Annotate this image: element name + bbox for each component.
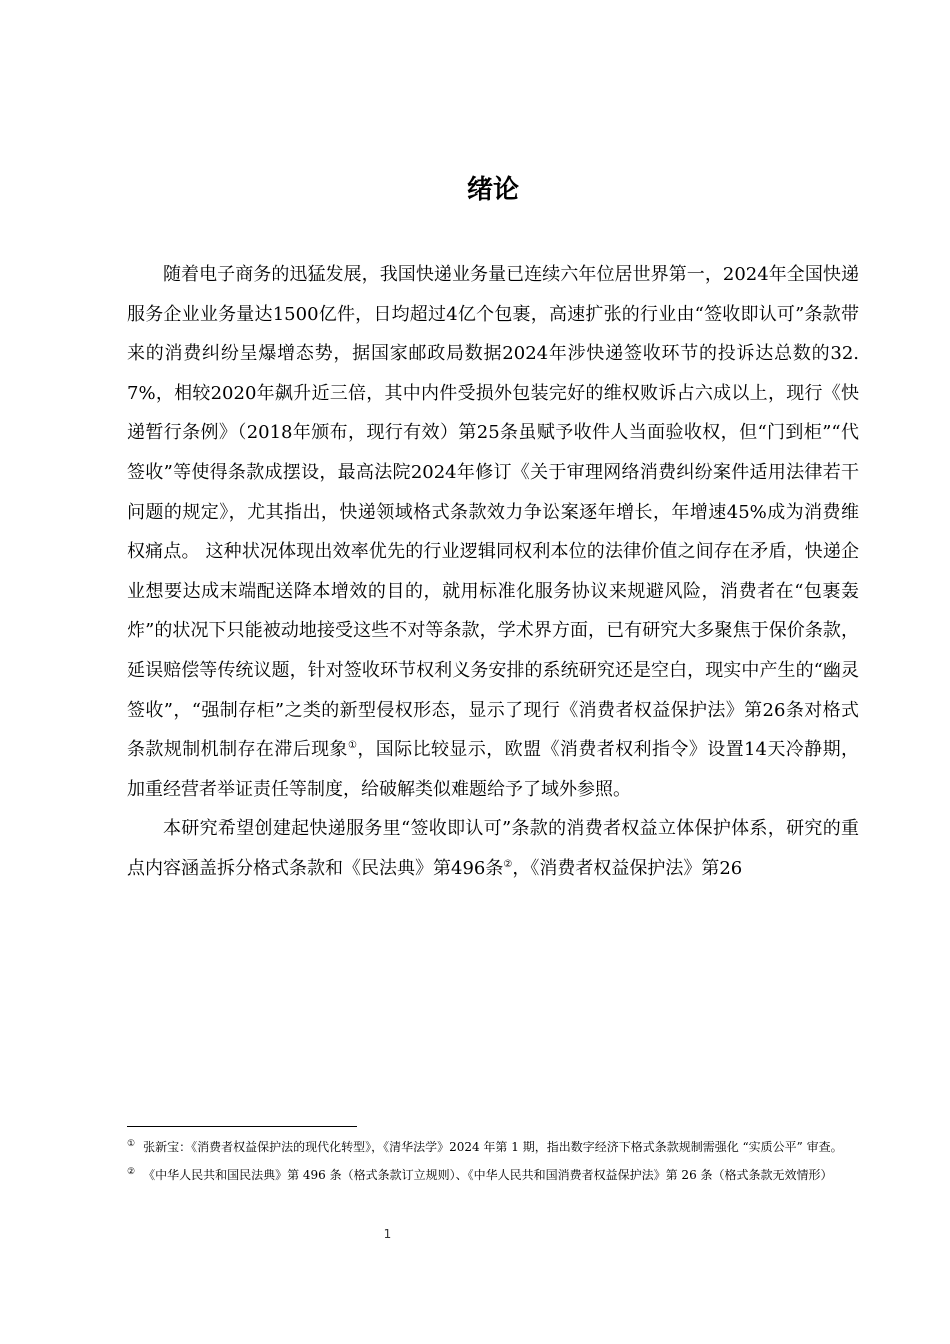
page-title: 绪论 xyxy=(466,175,519,205)
footnotes xyxy=(127,1136,859,1192)
page-number: 1 xyxy=(383,1227,392,1241)
paragraph-2 xyxy=(127,809,859,888)
footnote-1 xyxy=(127,1136,859,1158)
paragraph-2-text-b: ，《消费者权益保护法》第26 xyxy=(512,857,743,879)
footnote-2 xyxy=(127,1164,859,1186)
paragraph-1 xyxy=(127,255,859,809)
footnote-2-mark: ② xyxy=(127,1167,136,1177)
footnote-1-mark: ① xyxy=(127,1139,136,1149)
footnote-1-text: 张新宝：《消费者权益保护法的现代化转型》，《清华法学》2024 年第 1 期，指出数字经济下格式条款规制需强化 “实质公平” 审查。 xyxy=(143,1140,843,1154)
footnote-ref-1[interactable]: ① xyxy=(347,740,358,752)
footnote-2-text: 《中华人民共和国民法典》第 496 条（格式条款订立规则）、《中华人民共和国消费者权益保护法》第 26 条（格式条款无效情形） xyxy=(143,1168,833,1182)
paragraph-1-text-a: 随着电子商务的迅猛发展，我国快递业务量已连续六年位居世界第一，2024年全国快递服务企业业务量达1500亿件，日均超过4亿个包裹，高速扩张的行业由“签收即认可”条款带来的消费纠纷呈爆增态势，据国家邮政局数据2024年涉快递签收环节的投诉达总数的32.7%，相较2020年飙升近三倍，其中内件受损外包装完好的维权败诉占六成以上，现行《快递暂行条例》（2018年颁布，现行有效）第25条虽赋予收件人当面验收权，但“门到柜”“代签收”等使得条款成摆设，最高法院2024年修订《关于审理网络消费纠纷案件适用法律若干问题的规定》，尤其指出，快递领域格式条款效力争讼案逐年增长，年增速45%成为消费维权痛点。 这种状况体现出效率优先的行业逻辑同权利本位的法律价值之间存在矛盾，快递企业想要达成末端配送降本增效的目的，就用标准化服务协议来规避风险，消费者在“包裹轰炸”的状况下只能被动地接受这些不对等条款，学术界方面，已有研究大多聚焦于保价条款，延误赔偿等传统议题，针对签收环节权利义务安排的系统研究还是空白，现实中产生的“幽灵签收”，“强制存柜”之类的新型侵权形态，显示了现行《消费者权益保护法》第26条对格式条款规制机制存在滞后现象 xyxy=(127,264,859,761)
body-text xyxy=(127,255,859,889)
footnote-ref-2[interactable]: ② xyxy=(503,858,513,870)
paragraph-2-text-a: 本研究希望创建起快递服务里“签收即认可”条款的消费者权益立体保护体系，研究的重点内容涵盖拆分格式条款和《民法典》第496条 xyxy=(127,818,859,879)
paragraph-1-text-b: ，国际比较显示，欧盟《消费者权利指令》设置14天冷静期，加重经营者举证责任等制度，给破解类似难题给予了域外参照。 xyxy=(127,739,860,800)
footnote-divider xyxy=(127,1126,357,1127)
